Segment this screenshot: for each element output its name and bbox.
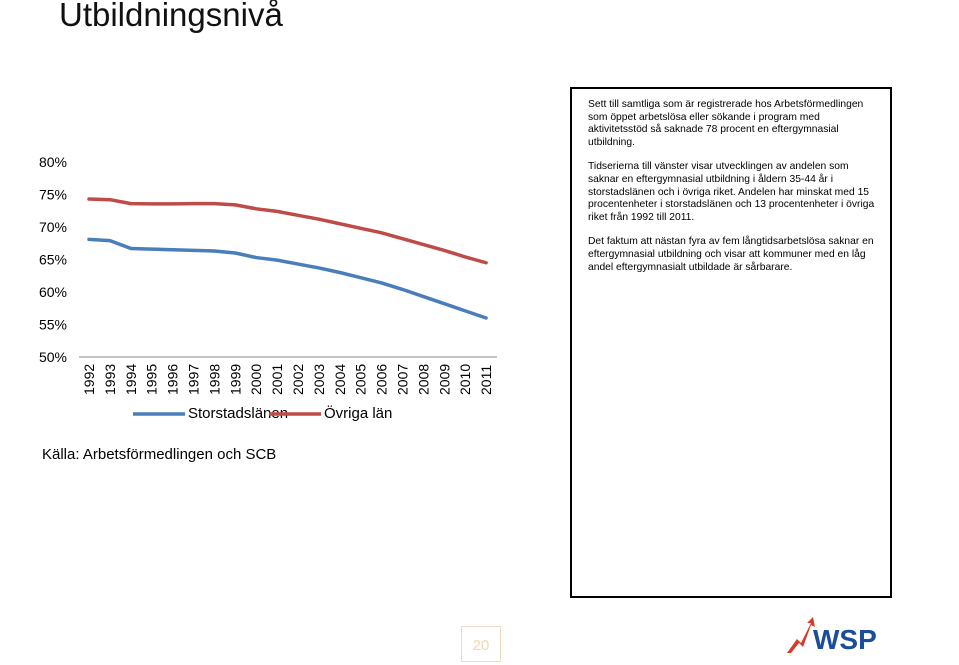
- series-lines: [89, 199, 486, 318]
- x-tick-label: 1994: [123, 364, 139, 395]
- x-tick-label: 2005: [353, 364, 369, 395]
- series-line-0: [89, 239, 486, 318]
- wsp-logo: [783, 617, 883, 657]
- y-tick-label: 55%: [39, 317, 67, 333]
- x-tick-label: 1999: [227, 364, 243, 395]
- line-chart: [0, 0, 560, 420]
- x-tick-label: 1995: [144, 364, 160, 395]
- x-tick-label: 2001: [269, 364, 285, 395]
- y-tick-label: 60%: [39, 284, 67, 300]
- y-axis-ticks: [39, 154, 67, 365]
- x-tick-label: 2006: [374, 364, 390, 395]
- y-tick-label: 70%: [39, 219, 67, 235]
- x-tick-label: 2004: [332, 364, 348, 395]
- legend-label-ovriga-lan: Övriga län: [324, 405, 392, 422]
- page-number: 20: [461, 626, 501, 662]
- x-tick-label: 2007: [395, 364, 411, 395]
- x-tick-label: 1992: [81, 364, 97, 395]
- x-tick-label: 1993: [102, 364, 118, 395]
- logo-text: WSP: [813, 624, 877, 655]
- x-tick-label: 1996: [165, 364, 181, 395]
- y-tick-label: 80%: [39, 154, 67, 170]
- x-tick-label: 1998: [206, 364, 222, 395]
- x-tick-label: 2009: [436, 364, 452, 395]
- y-tick-label: 65%: [39, 252, 67, 268]
- x-tick-label: 1997: [186, 364, 202, 395]
- source-note: Källa: Arbetsförmedlingen och SCB: [42, 446, 276, 463]
- logo-arrow-icon: [787, 617, 815, 653]
- series-line-1: [89, 199, 486, 263]
- legend-swatch-storstadslanen: [133, 407, 185, 421]
- legend-label-storstadslanen: Storstadslänen: [188, 405, 288, 422]
- info-paragraph-2: Tidserierna till vänster visar utvecklingen av andelen som saknar en eftergymnasial utbildning i åldern 35-44 år i storstadslänen och i övriga riket. Andelen har minskat med 15 procentenheter i storstadslänen och 13 procentenheter i övriga riket från 1992 till 2011.: [588, 161, 876, 224]
- x-tick-label: 2008: [415, 364, 431, 395]
- info-textbox: [570, 87, 892, 598]
- legend-swatch-ovriga-lan: [269, 407, 321, 421]
- info-paragraph-1: Sett till samtliga som är registrerade hos Arbetsförmedlingen som öppet arbetslösa eller sökande i program med aktivitetsstöd så saknade 78 procent en eftergymnasial utbildning.: [588, 99, 876, 149]
- x-tick-label: 2002: [290, 364, 306, 395]
- y-tick-label: 75%: [39, 187, 67, 203]
- y-tick-label: 50%: [39, 349, 67, 365]
- x-tick-label: 2010: [457, 364, 473, 395]
- x-tick-label: 2000: [248, 364, 264, 395]
- x-tick-label: 2003: [311, 364, 327, 395]
- info-paragraph-3: Det faktum att nästan fyra av fem långtidsarbetslösa saknar en eftergymnasial utbildning och visar att kommuner med en låg andel eftergymnasialt utbildade är sårbarare.: [588, 236, 876, 274]
- x-axis-ticks: [81, 364, 494, 395]
- x-tick-label: 2011: [478, 365, 494, 395]
- page-title: Utbildningsnivå: [59, 0, 283, 34]
